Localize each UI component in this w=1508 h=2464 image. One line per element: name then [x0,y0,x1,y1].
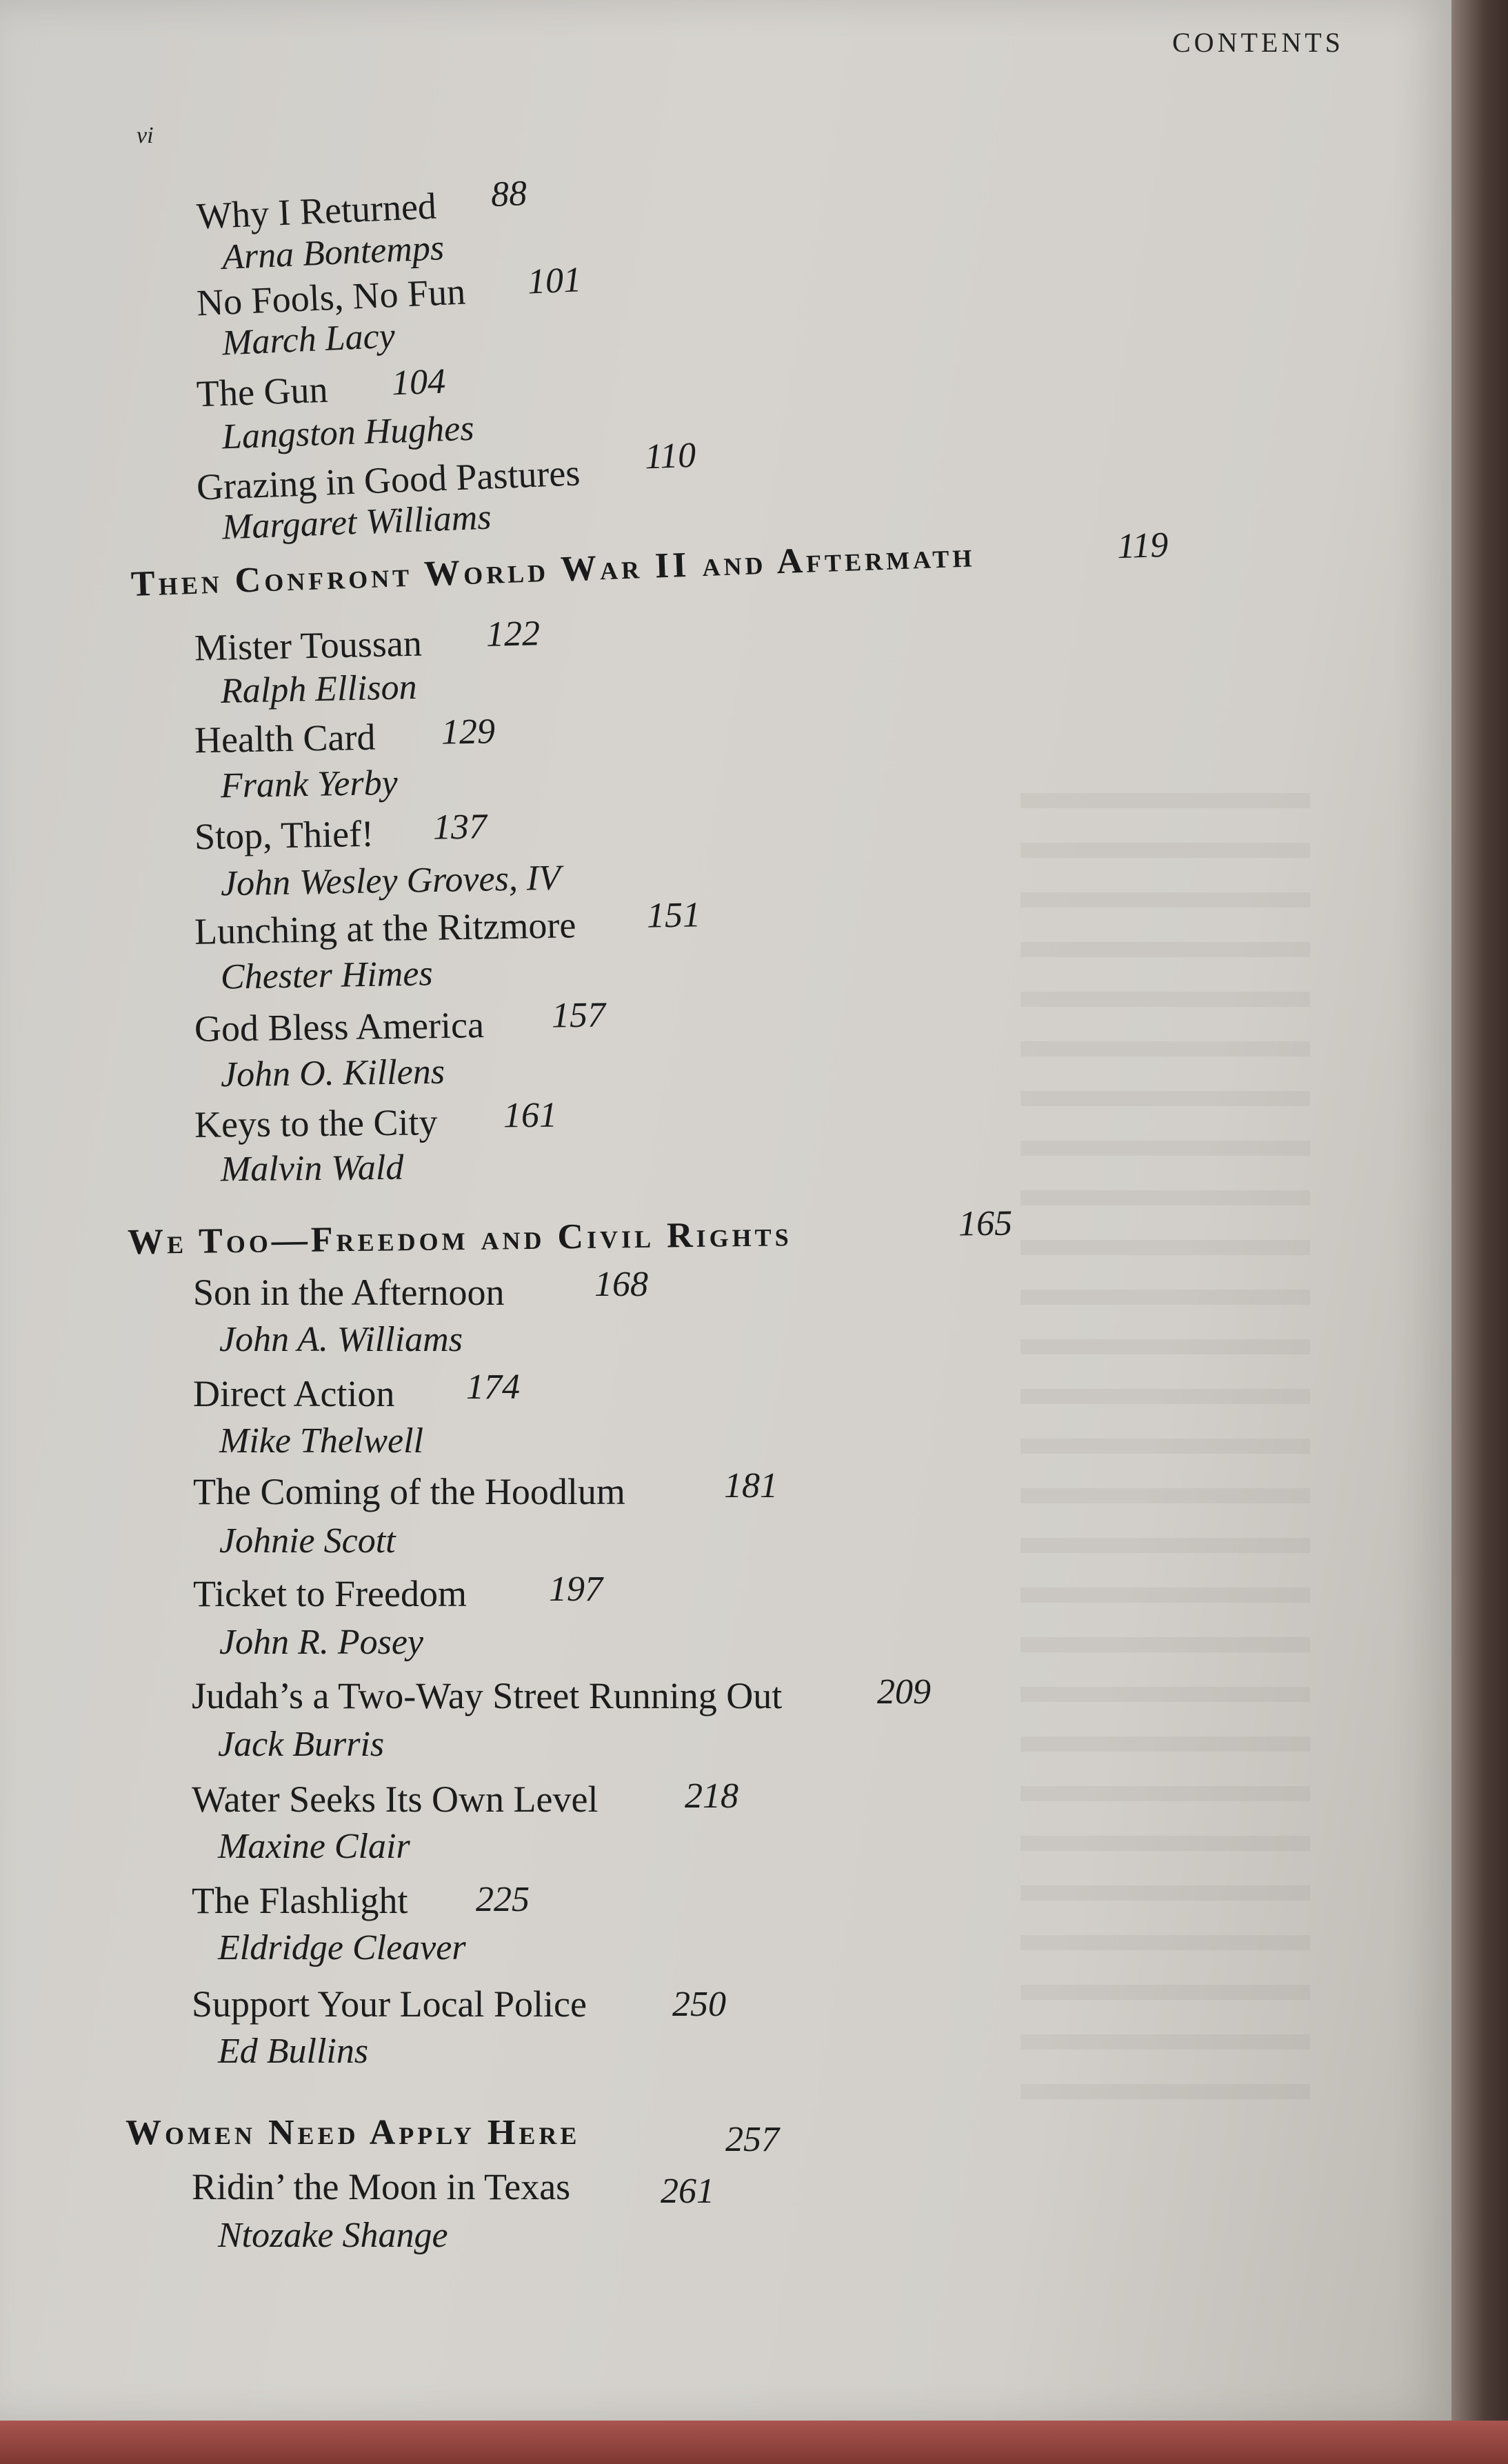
toc-entry-page: 261 [661,2172,714,2211]
section-heading: We Too—Freedom and Civil Rights [127,1214,792,1262]
page-folio: vi [137,123,154,148]
toc-entry-author: John Wesley Groves, IV [220,858,561,904]
toc-entry-author: John A. Williams [219,1320,463,1359]
toc-entry-author: March Lacy [221,316,396,363]
toc-entry-title: Why I Returned [195,185,438,237]
toc-entry-title: The Coming of the Hoodlum [193,1471,625,1512]
toc-entry-title: Support Your Local Police [192,1983,587,2025]
toc-entry-title: Grazing in Good Pastures [196,452,581,508]
running-head: CONTENTS [1172,27,1344,58]
toc-entry-page: 88 [490,173,528,215]
toc-entry-author: Eldridge Cleaver [218,1928,466,1967]
toc-entry-title: Keys to the City [194,1101,438,1145]
toc-entry-page: 250 [672,1985,726,2024]
section-page: 257 [725,2120,779,2159]
toc-entry-title: Water Seeks Its Own Level [192,1779,599,1820]
toc-entry-page: 218 [685,1776,738,1816]
toc-entry-page: 161 [503,1095,558,1136]
toc-entry-title: Direct Action [193,1373,395,1414]
toc-entry-title: Son in the Afternoon [193,1272,505,1313]
toc-entry-author: Chester Himes [220,954,434,997]
toc-entry-author: Margaret Williams [221,497,492,548]
toc-entry-author: Ralph Ellison [220,668,418,711]
toc-entry-author: John R. Posey [219,1623,424,1662]
toc-entry-page: 110 [643,435,697,477]
section-heading: Women Need Apply Here [125,2113,581,2152]
toc-entry-title: No Fools, No Fun [195,270,467,324]
toc-entry-page: 129 [441,712,496,752]
toc-entry-page: 168 [594,1265,648,1304]
section-page: 119 [1116,525,1169,567]
toc-entry-title: Ridin’ the Moon in Texas [192,2166,571,2207]
toc-entry-title: Ticket to Freedom [193,1573,467,1614]
toc-entry-author: Jack Burris [218,1725,385,1764]
toc-entry-author: Johnie Scott [219,1521,396,1561]
toc-entry-page: 174 [466,1368,520,1407]
facing-page-edge [1451,0,1508,2464]
toc-entry-page: 157 [551,995,606,1036]
section-heading: Then Confront World War II and Aftermath [130,535,976,604]
toc-entry-page: 151 [646,895,701,936]
toc-entry-page: 209 [877,1672,931,1712]
toc-entry-title: God Bless America [194,1004,485,1050]
toc-entry-page: 101 [526,260,583,302]
toc-entry-author: Arna Bontemps [221,228,445,277]
toc-entry-author: Langston Hughes [221,408,475,457]
toc-entry-author: Maxine Clair [218,1827,410,1866]
toc-entry-title: Mister Toussan [194,622,423,669]
toc-entry-page: 122 [485,614,541,654]
section-page: 165 [958,1203,1013,1244]
toc-entry-page: 197 [549,1570,603,1609]
toc-entry-page: 181 [724,1466,778,1505]
toc-entry-author: John O. Killens [220,1052,445,1095]
toc-entry-title: Lunching at the Ritzmore [194,904,576,952]
book-cover-edge [0,2421,1508,2464]
toc-entry-page: 104 [391,361,446,403]
toc-entry-author: Ntozake Shange [218,2216,448,2255]
toc-entry-author: Frank Yerby [220,763,399,806]
toc-entry-title: The Flashlight [192,1880,408,1921]
toc-entry-title: The Gun [196,368,329,415]
toc-entry-title: Stop, Thief! [194,812,374,858]
toc-entry-title: Health Card [194,716,376,761]
toc-entry-author: Mike Thelwell [219,1421,424,1461]
toc-entry-page: 225 [476,1880,530,1919]
toc-entry-author: Malvin Wald [220,1148,404,1190]
toc-entry-title: Judah’s a Two-Way Street Running Out [192,1675,783,1716]
toc-entry-page: 137 [432,807,487,848]
toc-entry-author: Ed Bullins [218,2032,369,2071]
